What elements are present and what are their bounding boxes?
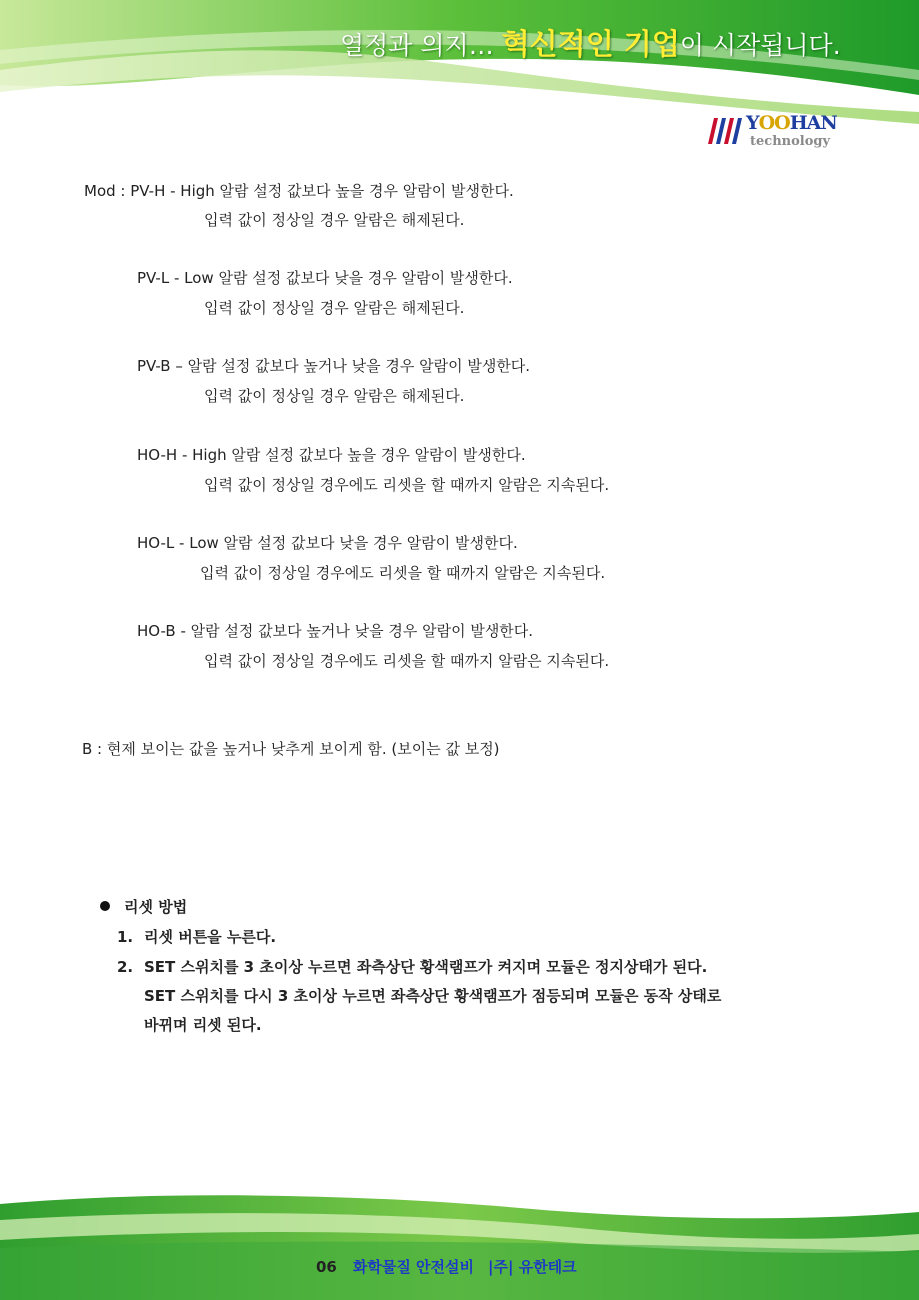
footer (316, 1256, 577, 1277)
reset-step2-line3: 바뀌며 리셋 된다. (144, 1016, 262, 1034)
reset-step1-number: 1. (117, 928, 134, 946)
bullet-icon (100, 901, 110, 911)
header-wave-band (0, 0, 919, 130)
reset-step2-line1: SET 스위치를 3 초이상 누르면 좌측상단 황색램프가 켜지며 모듈은 정지상태가 된다. (144, 958, 708, 976)
mod-ho-l-line2: 입력 값이 정상일 경우에도 리셋을 할 때까지 알람은 지속된다. (200, 564, 606, 582)
mod-ho-h-line1: HO-H - High 알람 설정 값보다 높을 경우 알람이 발생한다. (137, 446, 526, 464)
mod-pv-l-line1: PV-L - Low 알람 설정 값보다 낮을 경우 알람이 발생한다. (137, 269, 513, 287)
logo-letters-han: HAN (789, 112, 837, 134)
mod-ho-l-line1: HO-L - Low 알람 설정 값보다 낮을 경우 알람이 발생한다. (137, 534, 518, 552)
header-slogan (340, 22, 900, 62)
page-number: 06 (316, 1258, 337, 1276)
reset-step1-text: 리셋 버튼을 누른다. (144, 928, 277, 946)
reset-step2-line2: SET 스위치를 다시 3 초이상 누르면 좌측상단 황색램프가 점등되며 모듈은 동작 상태로 (144, 987, 722, 1005)
mod-pv-h-line2: 입력 값이 정상일 경우 알람은 해제된다. (204, 211, 465, 229)
slogan-part1: 열정과 의지… (340, 31, 502, 60)
slogan-highlight: 혁신적인 기업 (501, 27, 680, 61)
mod-ho-b-line2: 입력 값이 정상일 경우에도 리셋을 할 때까지 알람은 지속된다. (204, 652, 610, 670)
mod-pv-b-line1: PV-B – 알람 설정 값보다 높거나 낮을 경우 알람이 발생한다. (137, 357, 531, 375)
footer-company: |주| 유한테크 (488, 1258, 577, 1276)
mod-pv-h-line1: Mod : PV-H - High 알람 설정 값보다 높을 경우 알람이 발생한다. (84, 182, 514, 200)
company-logo (708, 112, 850, 152)
reset-title: 리셋 방법 (124, 898, 188, 916)
logo-letter-y: Y (746, 112, 759, 134)
mod-ho-h-line2: 입력 값이 정상일 경우에도 리셋을 할 때까지 알람은 지속된다. (204, 476, 610, 494)
logo-stripes-icon (708, 118, 744, 144)
footer-title: 화학물질 안전설비 (352, 1258, 475, 1276)
mod-pv-l-line2: 입력 값이 정상일 경우 알람은 해제된다. (204, 299, 465, 317)
logo-letters-oo: OO (758, 112, 790, 134)
mod-pv-b-line2: 입력 값이 정상일 경우 알람은 해제된다. (204, 387, 465, 405)
reset-step2-number: 2. (117, 958, 134, 976)
logo-wordmark (746, 112, 837, 134)
slogan-part2: 이 시작됩니다. (679, 31, 841, 60)
logo-subtitle: technology (750, 134, 831, 149)
b-note: B : 현제 보이는 값을 높거나 낮추게 보이게 함. (보이는 값 보정) (82, 740, 500, 758)
footer-wave-band (0, 1190, 919, 1300)
mod-ho-b-line1: HO-B - 알람 설정 값보다 높거나 낮을 경우 알람이 발생한다. (137, 622, 534, 640)
